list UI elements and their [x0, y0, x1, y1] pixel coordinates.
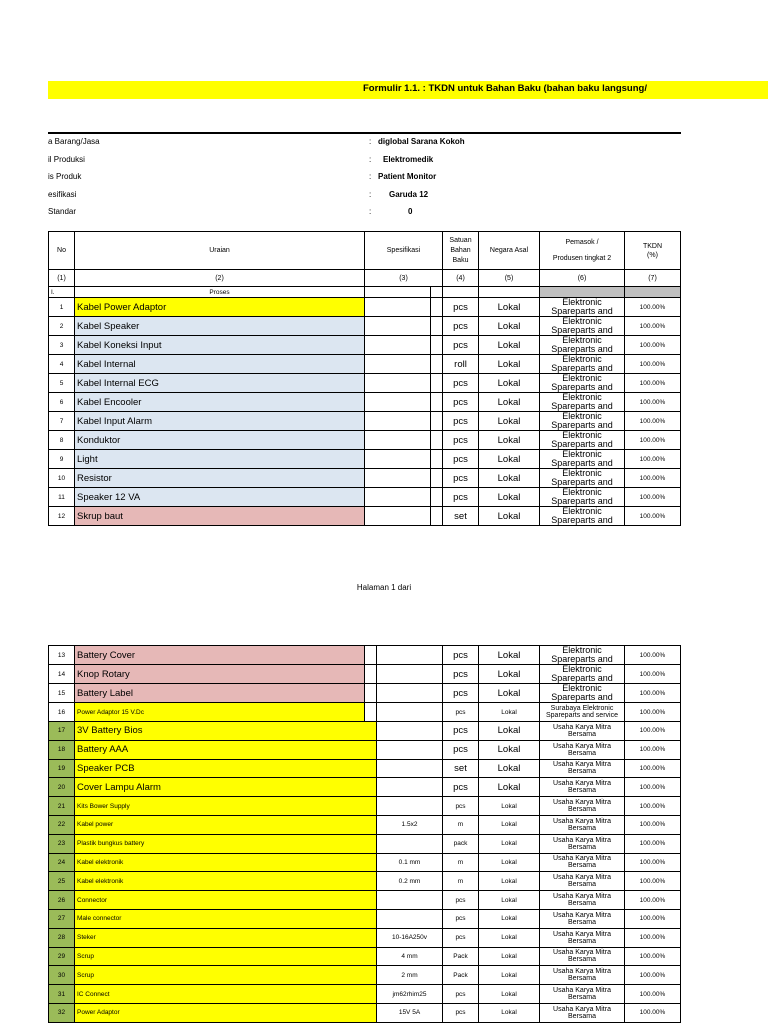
col-spesifikasi-header: Spesifikasi	[365, 232, 443, 270]
row-number: 15	[49, 684, 75, 703]
row-number: 26	[49, 891, 75, 910]
row-spesifikasi	[377, 891, 443, 910]
row-tkdn: 100.00%	[625, 684, 681, 703]
row-uraian: Konduktor	[75, 431, 365, 450]
row-satuan: pcs	[443, 646, 479, 665]
row-uraian: Cover Lampu Alarm	[75, 778, 377, 797]
row-tkdn: 100.00%	[625, 317, 681, 336]
row-pemasok: Elektronic Spareparts and	[540, 507, 625, 526]
row-uraian: Kabel elektronik	[75, 872, 377, 891]
row-spacer	[431, 488, 443, 507]
row-negara-asal: Lokal	[479, 317, 540, 336]
row-tkdn: 100.00%	[625, 853, 681, 872]
row-tkdn: 100.00%	[625, 412, 681, 431]
row-negara-asal: Lokal	[479, 853, 540, 872]
row-spesifikasi	[365, 355, 431, 374]
row-uraian: IC Connect	[75, 985, 377, 1004]
row-negara-asal: Lokal	[479, 947, 540, 966]
row-tkdn: 100.00%	[625, 834, 681, 853]
row-pemasok: Usaha Karya Mitra Bersama	[540, 891, 625, 910]
row-pemasok: Usaha Karya Mitra Bersama	[540, 797, 625, 816]
row-uraian: Kabel elektronik	[75, 853, 377, 872]
row-tkdn: 100.00%	[625, 355, 681, 374]
row-spacer	[365, 646, 377, 665]
row-satuan: pcs	[443, 450, 479, 469]
row-spesifikasi: 2 mm	[377, 966, 443, 985]
row-tkdn: 100.00%	[625, 928, 681, 947]
row-negara-asal: Lokal	[479, 507, 540, 526]
row-negara-asal: Lokal	[479, 740, 540, 759]
info-row-jenis-produk: is Produk : Patient Monitor	[48, 172, 437, 181]
row-pemasok: Usaha Karya Mitra Bersama	[540, 1003, 625, 1022]
row-number: 28	[49, 928, 75, 947]
row-satuan: roll	[443, 355, 479, 374]
row-pemasok: Usaha Karya Mitra Bersama	[540, 759, 625, 778]
row-tkdn: 100.00%	[625, 703, 681, 722]
row-pemasok: Usaha Karya Mitra Bersama	[540, 985, 625, 1004]
table-row	[49, 759, 681, 778]
table-row	[49, 872, 681, 891]
row-pemasok: Usaha Karya Mitra Bersama	[540, 947, 625, 966]
header-number-row: (1) (2) (3) (4) (5) (6) (7)	[49, 270, 681, 287]
info-row-hasil-produksi: il Produksi : Elektromedik	[48, 155, 434, 164]
row-satuan: pcs	[443, 1003, 479, 1022]
row-spesifikasi	[365, 507, 431, 526]
row-tkdn: 100.00%	[625, 947, 681, 966]
row-number: 30	[49, 966, 75, 985]
table-row	[49, 412, 681, 431]
row-satuan: pcs	[443, 985, 479, 1004]
row-uraian: Male connector	[75, 909, 377, 928]
row-spacer	[365, 703, 377, 722]
row-satuan: pcs	[443, 431, 479, 450]
row-uraian: Kabel Input Alarm	[75, 412, 365, 431]
row-tkdn: 100.00%	[625, 488, 681, 507]
row-uraian: Steker	[75, 928, 377, 947]
row-negara-asal: Lokal	[479, 646, 540, 665]
row-tkdn: 100.00%	[625, 374, 681, 393]
table-row	[49, 891, 681, 910]
row-uraian: Battery AAA	[75, 740, 377, 759]
row-number: 20	[49, 778, 75, 797]
row-pemasok: Elektronic Spareparts and	[540, 488, 625, 507]
row-uraian: Scrup	[75, 947, 377, 966]
row-uraian: Speaker PCB	[75, 759, 377, 778]
row-negara-asal: Lokal	[479, 336, 540, 355]
row-pemasok: Surabaya Elektronic Spareparts and service	[540, 703, 625, 722]
row-negara-asal: Lokal	[479, 412, 540, 431]
row-satuan: m	[443, 872, 479, 891]
row-pemasok: Elektronic Spareparts and	[540, 684, 625, 703]
row-spesifikasi: 10-16A250v	[377, 928, 443, 947]
row-negara-asal: Lokal	[479, 909, 540, 928]
row-spacer	[431, 450, 443, 469]
header-row	[49, 232, 681, 270]
row-number: 19	[49, 759, 75, 778]
row-tkdn: 100.00%	[625, 450, 681, 469]
row-pemasok: Usaha Karya Mitra Bersama	[540, 853, 625, 872]
row-spesifikasi	[365, 393, 431, 412]
row-negara-asal: Lokal	[479, 469, 540, 488]
row-negara-asal: Lokal	[479, 834, 540, 853]
row-spesifikasi	[365, 469, 431, 488]
row-spesifikasi	[365, 412, 431, 431]
row-spacer	[431, 317, 443, 336]
row-pemasok: Elektronic Spareparts and	[540, 431, 625, 450]
row-satuan: pcs	[443, 374, 479, 393]
row-spacer	[365, 665, 377, 684]
row-satuan: set	[443, 759, 479, 778]
row-negara-asal: Lokal	[479, 985, 540, 1004]
row-satuan: pack	[443, 834, 479, 853]
row-satuan: set	[443, 507, 479, 526]
row-spesifikasi	[365, 374, 431, 393]
row-uraian: Light	[75, 450, 365, 469]
row-number: 31	[49, 985, 75, 1004]
row-spesifikasi: 4 mm	[377, 947, 443, 966]
table-row	[49, 684, 681, 703]
col-satuan-header: Satuan Bahan Baku	[443, 232, 479, 270]
row-negara-asal: Lokal	[479, 298, 540, 317]
row-pemasok: Usaha Karya Mitra Bersama	[540, 966, 625, 985]
row-pemasok: Usaha Karya Mitra Bersama	[540, 722, 625, 741]
row-satuan: m	[443, 853, 479, 872]
table-row	[49, 393, 681, 412]
row-uraian: Knop Rotary	[75, 665, 365, 684]
row-number: 13	[49, 646, 75, 665]
row-number: 10	[49, 469, 75, 488]
row-number: 25	[49, 872, 75, 891]
row-number: 12	[49, 507, 75, 526]
row-spacer	[431, 298, 443, 317]
row-spesifikasi	[377, 797, 443, 816]
row-uraian: Kabel Encooler	[75, 393, 365, 412]
row-number: 2	[49, 317, 75, 336]
row-spacer	[431, 393, 443, 412]
col-no-header: No	[49, 232, 75, 270]
row-number: 22	[49, 815, 75, 834]
row-tkdn: 100.00%	[625, 891, 681, 910]
row-uraian: Kabel Power Adaptor	[75, 298, 365, 317]
row-spacer	[365, 684, 377, 703]
row-spesifikasi	[377, 684, 443, 703]
row-spacer	[431, 374, 443, 393]
info-row-barang: a Barang/Jasa : diglobal Sarana Kokoh	[48, 137, 465, 146]
row-pemasok: Elektronic Spareparts and	[540, 646, 625, 665]
row-uraian: Kabel Internal ECG	[75, 374, 365, 393]
row-satuan: pcs	[443, 336, 479, 355]
row-pemasok: Elektronic Spareparts and	[540, 317, 625, 336]
row-spesifikasi	[377, 703, 443, 722]
row-pemasok: Usaha Karya Mitra Bersama	[540, 834, 625, 853]
tkdn-table-page2	[48, 645, 681, 1023]
row-tkdn: 100.00%	[625, 797, 681, 816]
form-title: Formulir 1.1. : TKDN untuk Bahan Baku (bahan baku langsung/	[363, 83, 647, 94]
table-row	[49, 355, 681, 374]
table-row	[49, 646, 681, 665]
row-number: 3	[49, 336, 75, 355]
row-satuan: pcs	[443, 928, 479, 947]
col-negara-header: Negara Asal	[479, 232, 540, 270]
row-pemasok: Usaha Karya Mitra Bersama	[540, 872, 625, 891]
row-negara-asal: Lokal	[479, 722, 540, 741]
table-row	[49, 815, 681, 834]
row-number: 18	[49, 740, 75, 759]
row-pemasok: Usaha Karya Mitra Bersama	[540, 909, 625, 928]
row-number: 23	[49, 834, 75, 853]
col-pemasok-header: Pemasok / Produsen tingkat 2	[540, 232, 625, 270]
row-pemasok: Elektronic Spareparts and	[540, 412, 625, 431]
table-row	[49, 834, 681, 853]
row-satuan: pcs	[443, 412, 479, 431]
row-pemasok: Elektronic Spareparts and	[540, 450, 625, 469]
row-spacer	[431, 412, 443, 431]
row-negara-asal: Lokal	[479, 431, 540, 450]
info-row-spesifikasi: esifikasi : Garuda 12	[48, 190, 429, 199]
row-tkdn: 100.00%	[625, 507, 681, 526]
row-spesifikasi: 15V 5A	[377, 1003, 443, 1022]
row-spesifikasi	[377, 665, 443, 684]
row-uraian: Power Adaptor 15 V.Dc	[75, 703, 365, 722]
table-row	[49, 431, 681, 450]
row-tkdn: 100.00%	[625, 646, 681, 665]
row-negara-asal: Lokal	[479, 778, 540, 797]
row-number: 8	[49, 431, 75, 450]
row-negara-asal: Lokal	[479, 966, 540, 985]
row-spesifikasi	[365, 298, 431, 317]
table-row	[49, 797, 681, 816]
table-row	[49, 853, 681, 872]
row-spesifikasi	[377, 722, 443, 741]
row-satuan: pcs	[443, 488, 479, 507]
row-tkdn: 100.00%	[625, 872, 681, 891]
table-row	[49, 665, 681, 684]
row-pemasok: Usaha Karya Mitra Bersama	[540, 778, 625, 797]
table-row	[49, 928, 681, 947]
row-tkdn: 100.00%	[625, 298, 681, 317]
row-satuan: pcs	[443, 740, 479, 759]
row-uraian: Battery Label	[75, 684, 365, 703]
table-row	[49, 1003, 681, 1022]
row-uraian: Connector	[75, 891, 377, 910]
table-row	[49, 722, 681, 741]
row-spesifikasi	[365, 488, 431, 507]
row-negara-asal: Lokal	[479, 450, 540, 469]
row-pemasok: Elektronic Spareparts and	[540, 336, 625, 355]
row-satuan: pcs	[443, 909, 479, 928]
row-satuan: pcs	[443, 778, 479, 797]
row-spesifikasi	[365, 450, 431, 469]
table-row	[49, 450, 681, 469]
row-pemasok: Elektronic Spareparts and	[540, 374, 625, 393]
row-number: 7	[49, 412, 75, 431]
row-spesifikasi	[377, 778, 443, 797]
row-number: 14	[49, 665, 75, 684]
row-spesifikasi	[365, 431, 431, 450]
row-satuan: pcs	[443, 703, 479, 722]
row-uraian: Kabel Speaker	[75, 317, 365, 336]
row-satuan: Pack	[443, 947, 479, 966]
row-number: 29	[49, 947, 75, 966]
header-rule	[48, 132, 681, 134]
table-row	[49, 703, 681, 722]
row-uraian: Kits Bower Supply	[75, 797, 377, 816]
row-number: 4	[49, 355, 75, 374]
table-row	[49, 374, 681, 393]
row-tkdn: 100.00%	[625, 815, 681, 834]
row-tkdn: 100.00%	[625, 431, 681, 450]
row-number: 24	[49, 853, 75, 872]
row-satuan: pcs	[443, 684, 479, 703]
form-title-banner	[48, 81, 768, 99]
row-pemasok: Elektronic Spareparts and	[540, 355, 625, 374]
row-uraian: Scrup	[75, 966, 377, 985]
row-negara-asal: Lokal	[479, 1003, 540, 1022]
row-tkdn: 100.00%	[625, 469, 681, 488]
row-pemasok: Usaha Karya Mitra Bersama	[540, 928, 625, 947]
row-uraian: Battery Cover	[75, 646, 365, 665]
row-tkdn: 100.00%	[625, 393, 681, 412]
row-spacer	[431, 469, 443, 488]
row-negara-asal: Lokal	[479, 872, 540, 891]
row-tkdn: 100.00%	[625, 665, 681, 684]
table-row	[49, 298, 681, 317]
row-tkdn: 100.00%	[625, 759, 681, 778]
row-satuan: Pack	[443, 966, 479, 985]
table-row	[49, 317, 681, 336]
row-uraian: Kabel power	[75, 815, 377, 834]
row-uraian: Plastik bungkus battery	[75, 834, 377, 853]
row-negara-asal: Lokal	[479, 759, 540, 778]
row-tkdn: 100.00%	[625, 778, 681, 797]
row-negara-asal: Lokal	[479, 684, 540, 703]
row-number: 17	[49, 722, 75, 741]
row-spesifikasi	[377, 759, 443, 778]
section-row: I. Proses	[49, 287, 681, 298]
row-negara-asal: Lokal	[479, 393, 540, 412]
row-number: 1	[49, 298, 75, 317]
table-row	[49, 966, 681, 985]
table-row	[49, 778, 681, 797]
table-row	[49, 336, 681, 355]
row-tkdn: 100.00%	[625, 966, 681, 985]
row-negara-asal: Lokal	[479, 355, 540, 374]
row-satuan: pcs	[443, 469, 479, 488]
table-row	[49, 740, 681, 759]
row-tkdn: 100.00%	[625, 740, 681, 759]
row-negara-asal: Lokal	[479, 928, 540, 947]
col-tkdn-header: TKDN (%)	[625, 232, 681, 270]
row-negara-asal: Lokal	[479, 703, 540, 722]
table-row	[49, 909, 681, 928]
row-number: 16	[49, 703, 75, 722]
row-satuan: pcs	[443, 722, 479, 741]
row-uraian: Kabel Internal	[75, 355, 365, 374]
row-negara-asal: Lokal	[479, 488, 540, 507]
row-pemasok: Elektronic Spareparts and	[540, 298, 625, 317]
row-number: 6	[49, 393, 75, 412]
row-satuan: pcs	[443, 317, 479, 336]
row-number: 9	[49, 450, 75, 469]
row-satuan: pcs	[443, 298, 479, 317]
row-spacer	[431, 431, 443, 450]
row-spesifikasi	[365, 317, 431, 336]
row-spesifikasi	[377, 909, 443, 928]
page-footer: Halaman 1 dari	[356, 583, 412, 592]
row-satuan: pcs	[443, 797, 479, 816]
table-row	[49, 985, 681, 1004]
row-uraian: Resistor	[75, 469, 365, 488]
row-uraian: Kabel Koneksi Input	[75, 336, 365, 355]
row-number: 27	[49, 909, 75, 928]
row-spesifikasi: jm62rhim25	[377, 985, 443, 1004]
row-tkdn: 100.00%	[625, 985, 681, 1004]
row-number: 11	[49, 488, 75, 507]
row-negara-asal: Lokal	[479, 891, 540, 910]
row-uraian: Skrup baut	[75, 507, 365, 526]
tkdn-table-page1	[48, 231, 681, 526]
table-row	[49, 469, 681, 488]
row-spesifikasi	[377, 834, 443, 853]
row-spesifikasi	[377, 740, 443, 759]
row-spacer	[431, 355, 443, 374]
row-negara-asal: Lokal	[479, 797, 540, 816]
row-pemasok: Usaha Karya Mitra Bersama	[540, 740, 625, 759]
table-row	[49, 507, 681, 526]
row-spacer	[431, 507, 443, 526]
row-number: 21	[49, 797, 75, 816]
info-row-standar: Standar : 0	[48, 207, 413, 216]
row-spesifikasi	[377, 646, 443, 665]
row-spesifikasi: 0.1 mm	[377, 853, 443, 872]
row-spesifikasi: 0.2 mm	[377, 872, 443, 891]
row-tkdn: 100.00%	[625, 909, 681, 928]
row-satuan: pcs	[443, 891, 479, 910]
row-tkdn: 100.00%	[625, 336, 681, 355]
row-satuan: pcs	[443, 393, 479, 412]
row-satuan: pcs	[443, 665, 479, 684]
row-tkdn: 100.00%	[625, 722, 681, 741]
row-tkdn: 100.00%	[625, 1003, 681, 1022]
row-number: 5	[49, 374, 75, 393]
row-spesifikasi: 1.5x2	[377, 815, 443, 834]
table-row	[49, 947, 681, 966]
row-pemasok: Elektronic Spareparts and	[540, 665, 625, 684]
row-pemasok: Elektronic Spareparts and	[540, 393, 625, 412]
table-row	[49, 488, 681, 507]
row-negara-asal: Lokal	[479, 815, 540, 834]
row-spesifikasi	[365, 336, 431, 355]
row-uraian: Power Adaptor	[75, 1003, 377, 1022]
row-satuan: m	[443, 815, 479, 834]
row-negara-asal: Lokal	[479, 665, 540, 684]
row-number: 32	[49, 1003, 75, 1022]
row-uraian: 3V Battery Bios	[75, 722, 377, 741]
row-spacer	[431, 336, 443, 355]
row-uraian: Speaker 12 VA	[75, 488, 365, 507]
row-pemasok: Usaha Karya Mitra Bersama	[540, 815, 625, 834]
row-negara-asal: Lokal	[479, 374, 540, 393]
row-pemasok: Elektronic Spareparts and	[540, 469, 625, 488]
col-uraian-header: Uraian	[75, 232, 365, 270]
